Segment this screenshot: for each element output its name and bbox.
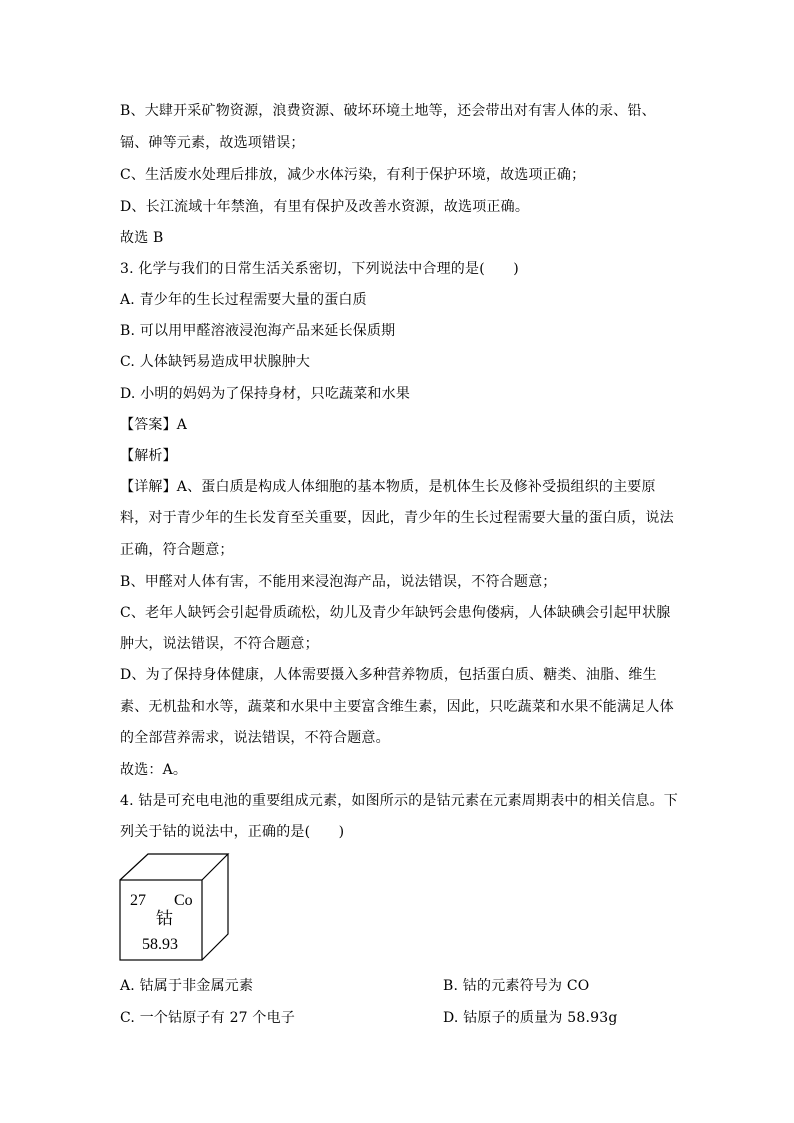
periodic-element-cell — [118, 852, 230, 962]
question-4-option-b: B. 钴的元素符号为 CO — [443, 978, 590, 994]
atomic-number: 27 — [130, 892, 146, 909]
explanation-line: 料，对于青少年的生长发育至关重要，因此，青少年的生长过程需要大量的蛋白质，说法 — [120, 510, 674, 526]
question-3-option-b: B. 可以用甲醛溶液浸泡海产品来延长保质期 — [120, 323, 396, 339]
explanation-line: D、为了保持身体健康，人体需要摄入多种营养物质，包括蛋白质、糖类、油脂、维生 — [120, 667, 657, 683]
question-4-option-d: D. 钴原子的质量为 58.93g — [443, 1010, 618, 1026]
explanation-line: 的全部营养需求，说法错误，不符合题意。 — [120, 730, 390, 746]
relative-atomic-mass: 58.93 — [142, 936, 178, 953]
analysis-label: 【解析】 — [120, 448, 177, 464]
question-3-stem: 3. 化学与我们的日常生活关系密切，下列说法中合理的是( ) — [120, 261, 519, 277]
question-3-option-d: D. 小明的妈妈为了保持身材，只吃蔬菜和水果 — [120, 386, 411, 402]
question-3-option-a: A. 青少年的生长过程需要大量的蛋白质 — [120, 292, 367, 308]
explanation-line: B、甲醛对人体有害，不能用来浸泡海产品，说法错误，不符合题意； — [120, 574, 557, 590]
question-4-option-a: A. 钴属于非金属元素 — [120, 978, 254, 994]
question-4-stem: 4. 钴是可充电电池的重要组成元素，如图所示的是钴元素在元素周期表中的相关信息。下 — [120, 793, 679, 809]
question-4-option-c: C. 一个钴原子有 27 个电子 — [120, 1010, 296, 1026]
choice-line: 故选：A。 — [120, 762, 188, 778]
text-line: C、生活废水处理后排放，减少水体污染，有利于保护环境，故选项正确； — [120, 167, 586, 183]
text-line: D、长江流域十年禁渔，有里有保护及改善水资源，故选项正确。 — [120, 199, 530, 215]
text-line: B、大肆开采矿物资源，浪费资源、破坏环境土地等，还会带出对有害人体的汞、铅、 — [120, 103, 656, 119]
explanation-line: 素、无机盐和水等，蔬菜和水果中主要富含维生素，因此，只吃蔬菜和水果不能满足人体 — [120, 699, 674, 715]
explanation-line: C、老年人缺钙会引起骨质疏松，幼儿及青少年缺钙会患佝偻病，人体缺碘会引起甲状腺 — [120, 605, 671, 621]
question-3-option-c: C. 人体缺钙易造成甲状腺肿大 — [120, 354, 311, 370]
text-line: 故选 B — [120, 230, 164, 246]
answer-label: 【答案】A — [120, 417, 188, 433]
element-name: 钴 — [156, 909, 173, 928]
element-symbol: Co — [174, 892, 193, 909]
explanation-line: 肿大，说法错误，不符合题意； — [120, 636, 319, 652]
text-line: 镉、砷等元素，故选项错误； — [120, 135, 305, 151]
explanation-line: 【详解】A、蛋白质是构成人体细胞的基本物质，是机体生长及修补受损组织的主要原 — [120, 479, 656, 495]
explanation-line: 正确，符合题意； — [120, 542, 234, 558]
question-4-stem: 列关于钴的说法中，正确的是( ) — [120, 824, 345, 840]
